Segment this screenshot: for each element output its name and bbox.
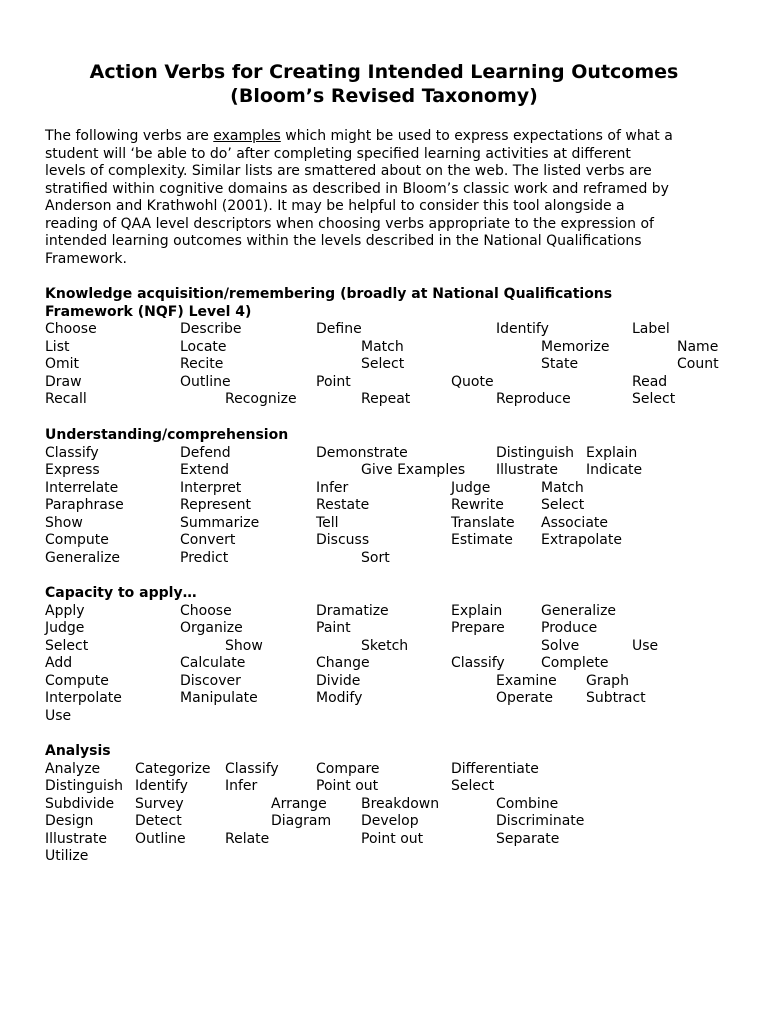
section-understanding [45, 427, 745, 570]
verb: Express [45, 462, 100, 478]
verb: Outline [180, 373, 231, 390]
verb: Separate [496, 830, 560, 847]
verb: Reproduce [496, 391, 571, 407]
intro-paragraph [45, 128, 735, 268]
intro-line-6: reading of QAA level descriptors when choosing verbs appropriate to the expression of [45, 215, 654, 232]
verb-grid [45, 603, 745, 728]
verb: Design [45, 813, 94, 829]
verb: Utilize [45, 848, 89, 864]
verb: Demonstrate [316, 444, 408, 461]
verb: Summarize [180, 514, 260, 531]
verb: Match [541, 479, 584, 496]
verb: Complete [541, 655, 609, 671]
verb: Interrelate [45, 479, 119, 496]
verb: Translate [451, 514, 515, 531]
verb: Paint [316, 620, 351, 636]
section-analysis [45, 743, 745, 868]
verb: Match [361, 338, 404, 355]
verb: Arrange [271, 795, 327, 812]
verb: Analyze [45, 760, 101, 777]
verb: Associate [541, 514, 608, 531]
verb: Prepare [451, 620, 505, 636]
verb: Omit [45, 356, 80, 372]
verb: Read [632, 373, 668, 390]
verb: Differentiate [451, 760, 539, 777]
verb: Recite [180, 356, 224, 372]
verb: List [45, 338, 70, 355]
verb: Judge [451, 479, 491, 496]
verb: Divide [316, 672, 361, 689]
verb: Draw [45, 373, 82, 390]
verb: Give Examples [361, 462, 466, 478]
verb: Predict [180, 549, 229, 566]
verb: Choose [45, 321, 97, 337]
verb: Calculate [180, 655, 246, 671]
section-heading: Framework (NQF) Level 4) [45, 303, 252, 320]
verb: Point [316, 373, 351, 390]
verb: Explain [586, 444, 638, 461]
intro-line-7: intended learning outcomes within the levels described in the National Qualifications [45, 233, 642, 249]
verb: Solve [541, 637, 580, 654]
verb: Select [451, 778, 495, 794]
verb: Modify [316, 690, 363, 706]
verb: Sort [361, 549, 390, 566]
title-line-2: (Bloom’s Revised Taxonomy) [230, 85, 538, 107]
verb: Compute [45, 672, 109, 689]
verb: Count [677, 356, 719, 372]
verb: Select [632, 391, 676, 407]
verb: Apply [45, 602, 85, 619]
verb: Survey [135, 795, 184, 812]
verb: Point out [361, 830, 424, 847]
verb: Identify [135, 778, 188, 794]
section-apply [45, 585, 745, 728]
verb: Manipulate [180, 690, 258, 706]
verb: Name [677, 338, 719, 355]
verb-grid [45, 761, 745, 868]
verb: Identify [496, 321, 549, 337]
verb: Locate [180, 338, 227, 355]
verb: Categorize [135, 760, 211, 777]
intro-line-8: Framework. [45, 250, 127, 267]
verb: Classify [451, 655, 505, 671]
verb: Distinguish [45, 778, 124, 794]
verb: Develop [361, 813, 419, 829]
verb: Discuss [316, 532, 370, 548]
verb: Point out [316, 778, 379, 794]
verb: State [541, 356, 579, 372]
verb: Show [45, 514, 83, 531]
verb: Convert [180, 532, 236, 548]
verb: Infer [225, 778, 258, 794]
verb: Discriminate [496, 813, 585, 829]
verb: Tell [316, 514, 339, 531]
section-heading: Knowledge acquisition/remembering (broadly at National Qualifications [45, 286, 613, 302]
verb: Label [632, 321, 670, 337]
verb-grid [45, 321, 745, 411]
document-title [0, 60, 768, 108]
verb: Use [45, 707, 72, 724]
verb: Breakdown [361, 795, 440, 812]
verb: Extend [180, 462, 229, 478]
verb: Infer [316, 479, 349, 496]
verb: Show [225, 637, 263, 654]
verb-grid [45, 445, 745, 570]
verb: Add [45, 655, 73, 671]
verb: Relate [225, 830, 270, 847]
intro-line-5: Anderson and Krathwohl (2001). It may be helpful to consider this tool alongside a [45, 198, 625, 214]
verb: Recognize [225, 391, 297, 407]
verb: Illustrate [45, 830, 108, 847]
verb: Examine [496, 672, 557, 689]
verb: Classify [45, 444, 99, 461]
verb: Interpret [180, 479, 242, 496]
verb: Represent [180, 497, 251, 513]
verb: Subtract [586, 690, 646, 706]
verb: Select [541, 497, 585, 513]
verb: Classify [225, 760, 279, 777]
verb: Paraphrase [45, 497, 124, 513]
examples-underlined: examples [213, 128, 281, 144]
verb: Describe [180, 321, 242, 337]
verb: Discover [180, 672, 241, 689]
verb: Memorize [541, 338, 610, 355]
verb: Subdivide [45, 795, 115, 812]
verb: Operate [496, 690, 553, 706]
intro-text: The following verbs are [45, 128, 214, 144]
verb: Change [316, 655, 370, 671]
verb: Compute [45, 532, 109, 548]
verb: Combine [496, 795, 559, 812]
verb: Outline [135, 830, 186, 847]
verb: Select [361, 356, 405, 372]
verb: Illustrate [496, 462, 559, 478]
verb: Estimate [451, 532, 513, 548]
intro-line-1 [45, 128, 735, 146]
verb: Dramatize [316, 602, 389, 619]
section-knowledge [45, 286, 745, 411]
verb: Repeat [361, 391, 411, 407]
verb: Organize [180, 620, 243, 636]
intro-line-3: levels of complexity. Similar lists are smattered about on the web. The listed verbs are [45, 163, 652, 179]
intro-line-4: stratified within cognitive domains as described in Bloom’s classic work and reframed by [45, 180, 669, 197]
verb: Detect [135, 813, 182, 829]
verb: Produce [541, 620, 598, 636]
verb: Indicate [586, 462, 643, 478]
verb: Recall [45, 391, 87, 407]
intro-line-2: student will ‘be able to do’ after completing specified learning activities at different [45, 145, 631, 162]
verb: Select [45, 637, 89, 654]
title-line-1: Action Verbs for Creating Intended Learning Outcomes [89, 61, 679, 83]
verb: Compare [316, 760, 380, 777]
verb: Diagram [271, 813, 332, 829]
verb: Defend [180, 444, 231, 461]
verb: Generalize [541, 602, 617, 619]
verb: Rewrite [451, 497, 504, 513]
verb: Explain [451, 602, 503, 619]
verb: Define [316, 321, 362, 337]
verb: Distinguish [496, 444, 575, 461]
verb: Use [632, 637, 659, 654]
verb: Judge [45, 620, 85, 636]
verb: Quote [451, 373, 494, 390]
section-heading: Understanding/comprehension [45, 427, 289, 443]
verb: Sketch [361, 637, 409, 654]
verb: Interpolate [45, 690, 122, 706]
intro-text: which might be used to express expectations of what a [280, 128, 673, 144]
verb: Extrapolate [541, 532, 622, 548]
verb: Graph [586, 672, 629, 689]
section-heading: Analysis [45, 743, 111, 759]
verb: Choose [180, 602, 232, 619]
verb: Restate [316, 497, 370, 513]
section-heading: Capacity to apply… [45, 585, 197, 601]
verb: Generalize [45, 549, 121, 566]
